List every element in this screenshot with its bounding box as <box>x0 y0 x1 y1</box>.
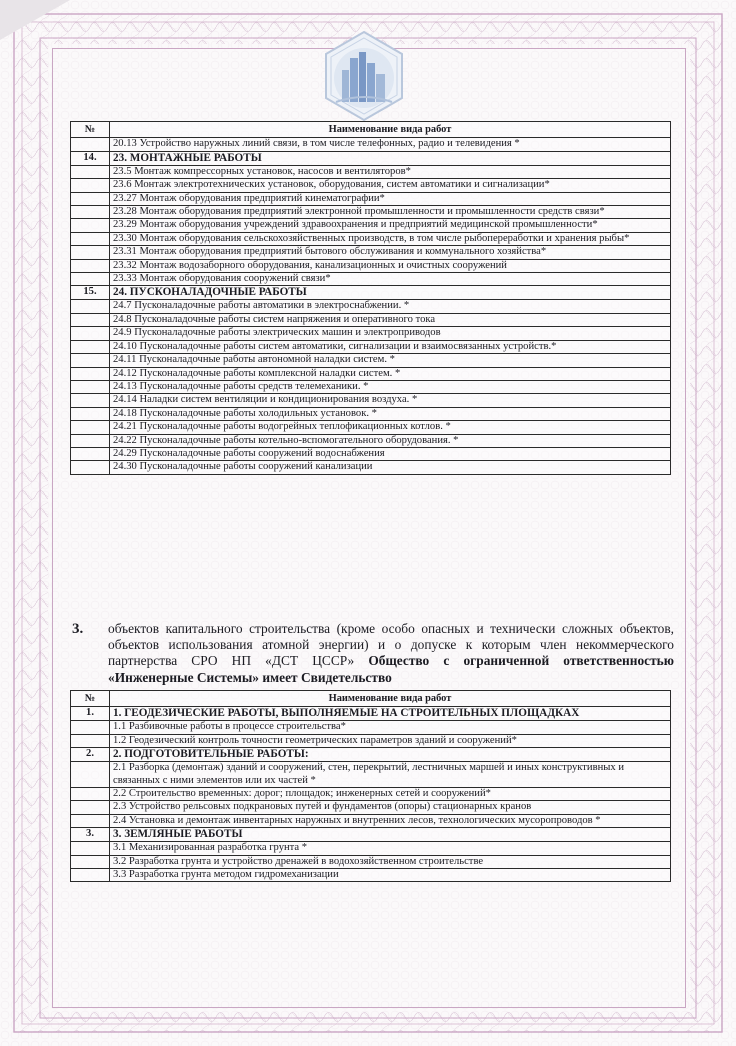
table-row-section-3 <box>71 828 671 842</box>
column-header-work-name: Наименование вида работ <box>110 691 671 707</box>
work-item: 24.12 Пусконаладочные работы комплексной наладки систем. * <box>110 367 671 380</box>
work-item: 2.2 Строительство временных: дорог; площадок; инженерных сетей и сооружений* <box>110 788 671 801</box>
work-item: 20.13 Устройство наружных линий связи, в том числе телефонных, радио и телевидения * <box>110 138 671 151</box>
works-table-certificate <box>70 690 671 882</box>
work-item: 23.33 Монтаж оборудования сооружений связи* <box>110 273 671 286</box>
row-number: 2. <box>71 748 110 762</box>
section-cell <box>110 151 671 165</box>
work-item: 2.1 Разборка (демонтаж) зданий и сооружений, стен, перекрытий, лестничных маршей и иных конструктивных и связанных с ними элементов или их частей * <box>110 762 671 788</box>
section-number: 3. <box>72 621 84 637</box>
section-3-text: объектов капитального строительства (кроме особо опасных и технически сложных объектов, объектов использования атомной энергии) и о допуске к которым член некоммерческого партнерства СРО НП «ДСТ ЦССР» <box>108 621 674 669</box>
section-title: 24. ПУСКОНАЛАДОЧНЫЕ РАБОТЫ <box>113 286 307 299</box>
work-item: 3.1 Механизированная разработка грунта * <box>110 842 671 855</box>
row-number: 14. <box>71 151 110 165</box>
section-title: 3. ЗЕМЛЯНЫЕ РАБОТЫ <box>113 828 243 841</box>
work-item: 23.28 Монтаж оборудования предприятий электронной промышленности и промышленности средств связи* <box>110 206 671 219</box>
row-number: 15. <box>71 286 110 300</box>
work-item: 24.30 Пусконаладочные работы сооружений канализации <box>110 461 671 474</box>
row-number: 1. <box>71 707 110 721</box>
work-item: 23.31 Монтаж оборудования предприятий бытового обслуживания и коммунального хозяйства* <box>110 246 671 259</box>
row-number: 3. <box>71 828 110 842</box>
work-item: 24.14 Наладки систем вентиляции и кондиционирования воздуха. * <box>110 394 671 407</box>
section-3-paragraph <box>72 621 674 686</box>
work-item: 24.10 Пусконаладочные работы систем автоматики, сигнализации и взаимосвязанных устройств.* <box>110 340 671 353</box>
work-item: 24.7 Пусконаладочные работы автоматики в электроснабжении. * <box>110 300 671 313</box>
work-item: 24.11 Пусконаладочные работы автономной наладки систем. * <box>110 354 671 367</box>
work-item: 24.21 Пусконаладочные работы водогрейных теплофикационных котлов. * <box>110 421 671 434</box>
column-header-work-name: Наименование вида работ <box>110 122 671 138</box>
work-item: 24.29 Пусконаладочные работы сооружений водоснабжения <box>110 447 671 460</box>
works-table-continued <box>70 121 671 475</box>
table-row-section-14 <box>71 151 671 165</box>
work-item: 24.18 Пусконаладочные работы холодильных установок. * <box>110 407 671 420</box>
work-item: 1.1 Разбивочные работы в процессе строительства* <box>110 721 671 734</box>
table-header-row <box>71 691 671 707</box>
section-title: 1. ГЕОДЕЗИЧЕСКИЕ РАБОТЫ, ВЫПОЛНЯЕМЫЕ НА СТРОИТЕЛЬНЫХ ПЛОЩАДКАХ <box>113 707 580 720</box>
work-item: 24.9 Пусконаладочные работы электрических машин и электроприводов <box>110 327 671 340</box>
work-item: 2.4 Установка и демонтаж инвентарных наружных и внутренних лесов, технологических мусоропроводов * <box>110 814 671 827</box>
table-header-row <box>71 122 671 138</box>
city-emblem-icon <box>318 30 410 122</box>
column-header-number: № <box>71 122 110 138</box>
work-item: 23.30 Монтаж оборудования сельскохозяйственных производств, в том числе рыбопереработки и хранения рыбы* <box>110 232 671 245</box>
work-item: 3.3 Разработка грунта методом гидромеханизации <box>110 869 671 882</box>
work-item: 24.8 Пусконаладочные работы систем напряжения и оперативного тока <box>110 313 671 326</box>
work-item: 23.29 Монтаж оборудования учреждений здравоохранения и предприятий медицинской промышленности* <box>110 219 671 232</box>
table-row-section-1 <box>71 707 671 721</box>
section-title: 23. МОНТАЖНЫЕ РАБОТЫ <box>113 151 262 164</box>
work-item: 23.6 Монтаж электротехнических установок, оборудования, систем автоматики и сигнализации* <box>110 179 671 192</box>
work-item: 23.32 Монтаж водозаборного оборудования, канализационных и очистных сооружений <box>110 259 671 272</box>
section-title: 2. ПОДГОТОВИТЕЛЬНЫЕ РАБОТЫ: <box>113 748 309 761</box>
work-item: 23.27 Монтаж оборудования предприятий кинематографии* <box>110 192 671 205</box>
work-item: 24.22 Пусконаладочные работы котельно-вспомогательного оборудования. * <box>110 434 671 447</box>
section-3-company: Общество с ограниченной ответственностью «Инженерные Системы» имеет Свидетельство <box>108 653 674 685</box>
table-row-continuation <box>71 138 671 151</box>
table-row-section-2 <box>71 748 671 762</box>
section-cell <box>110 286 671 300</box>
work-item: 24.13 Пусконаладочные работы средств телемеханики. * <box>110 380 671 393</box>
work-item: 1.2 Геодезический контроль точности геометрических параметров зданий и сооружений* <box>110 734 671 747</box>
work-item: 3.2 Разработка грунта и устройство дренажей в водохозяйственном строительстве <box>110 855 671 868</box>
table-row-section-15 <box>71 286 671 300</box>
work-item: 23.5 Монтаж компрессорных установок, насосов и вентиляторов* <box>110 165 671 178</box>
work-item: 2.3 Устройство рельсовых подкрановых путей и фундаментов (опоры) стационарных кранов <box>110 801 671 814</box>
column-header-number: № <box>71 691 110 707</box>
